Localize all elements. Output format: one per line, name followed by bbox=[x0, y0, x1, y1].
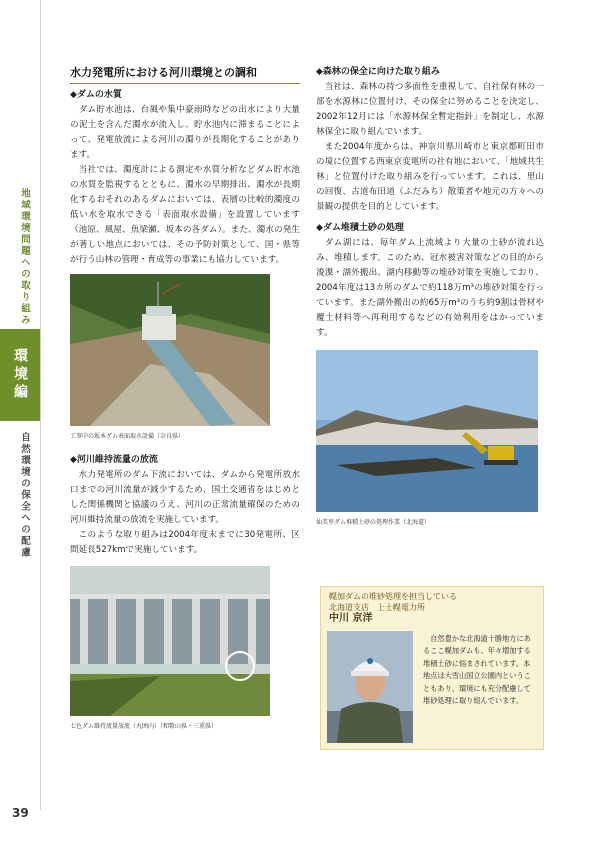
paragraph: 水力発電所のダム下流においては、ダムから発電所放水口までの河川流量が減少するため、国土交通省をはじめとした関係機関と協議のうえ、河川の正常流量確保のための河川維持流量の放流を実施しています。 bbox=[70, 470, 300, 525]
page-number: 39 bbox=[12, 806, 29, 820]
right-column bbox=[316, 65, 544, 530]
staff-photo-image bbox=[327, 631, 413, 743]
photo-caption: 七色ダム維持流量放流（丸囲内）（和歌山県・三重県） bbox=[70, 723, 218, 730]
section-title: 水力発電所における河川環境との調和 bbox=[70, 65, 300, 84]
staff-note-box bbox=[320, 586, 544, 750]
paragraph: 当社は、森林の持つ多面性を重視して、自社保有林の一部を水源林に位置付け、その保全に努めることを決定し、2002年12月には「水源林保全暫定指針」を制定し、水源林保全に取り組んでいます。 bbox=[316, 82, 544, 137]
left-column bbox=[70, 65, 300, 734]
heading-forest-conservation: ◆森林の保全に向けた取り組み bbox=[316, 67, 440, 77]
sidebar-section-label: 地域環境問題への取り組み bbox=[19, 188, 30, 326]
photo-surface-intake bbox=[70, 274, 270, 426]
photo-caption: 工事中の坂本ダム表面取水設備（奈良県） bbox=[70, 433, 185, 440]
sidebar-badge: 環境編 bbox=[0, 329, 40, 421]
sidebar-subsection-label: 自然環境の保全への配慮 bbox=[19, 432, 30, 559]
photo-nanairo-dam-image bbox=[70, 566, 270, 716]
note-person-name: 中川 京洋 bbox=[329, 613, 373, 624]
paragraph: また2004年度からは、神奈川県川崎市と東京都町田市の境に位置する西東京変電所の社有地において、「地域共生林」と位置付けた取り組みを行っています。これは、里山の回復、古道布田道（ふだみち）散策者や地元の方々への景観の提供を目的としています。 bbox=[316, 142, 544, 212]
paragraph: ダム湖には、毎年ダム上流域より大量の土砂が流れ込み、堆積します。このため、冠水被害対策などの目的から浚渫・湖外搬出、湖内移動等の堆砂対策を実施しており、2004年度は13カ所のダムで約118万m³の堆砂対策を行っています。また湖外搬出の約65万m³のうち約9割は骨材や覆土材料等へ再利用するなどの有効利用をはかっています。 bbox=[316, 238, 544, 338]
sidebar-divider bbox=[40, 0, 41, 810]
photo-caption: 仙美里ダム堆積土砂の処理作業（北海道） bbox=[316, 519, 431, 526]
paragraph: 当社では、濁度計による測定や水質分析などダム貯水池の水質を監視するとともに、濁水の早期排出、濁水が長期化するおそれのあるダムにおいては、表層の比較的濁度の低い水を取水できる「表面取水設備」を設置しています（池原、風屋、魚梁瀬、坂本の各ダム）。また、濁水の発生が著しい地点においては、その予防対策として、国・県等が行う山林の管理・育成等の事業にも協力しています。 bbox=[70, 165, 300, 265]
photo-nanairo-dam bbox=[70, 566, 270, 716]
note-header bbox=[329, 591, 457, 624]
paragraph: このような取り組みは2004年度末までに30発電所、区間延長527kmで実施しています。 bbox=[70, 530, 300, 555]
heading-river-maintenance-flow: ◆河川維持流量の放流 bbox=[70, 455, 158, 465]
photo-surface-intake-image bbox=[70, 274, 270, 426]
staff-photo bbox=[327, 631, 413, 743]
heading-sediment-treatment: ◆ダム堆積土砂の処理 bbox=[316, 223, 404, 233]
paragraph: ダム貯水池は、台風や集中豪雨時などの出水により大量の泥土を含んだ濁水が流入し、貯水池内に滞まることによって、発電放流による河川の濁りが長期化することがあります。 bbox=[70, 105, 300, 160]
photo-sediment-work-image bbox=[316, 350, 538, 512]
heading-dam-water-quality: ◆ダムの水質 bbox=[70, 90, 122, 100]
photo-sediment-work bbox=[316, 350, 538, 512]
note-role: 幌加ダムの堆砂処理を担当している bbox=[329, 592, 457, 601]
note-text: 自然豊かな北海道十勝地方にあるここ幌加ダムも、年々増加する堆積土砂に悩まされています。本地点は大雪山国立公園内ということもあり、環境にも充分配慮して堆砂処理に取り組んでいます。 bbox=[423, 634, 531, 706]
note-office: 北海道支店 上士幌電力所 bbox=[329, 603, 425, 612]
